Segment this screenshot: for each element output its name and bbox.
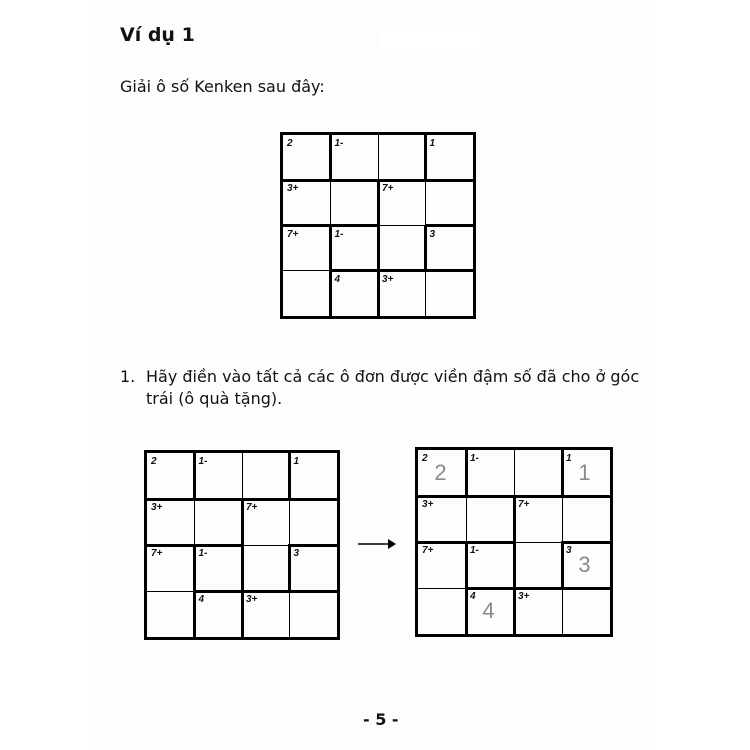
grid-cell [242, 453, 290, 499]
cell-border [289, 591, 290, 637]
puzzle-grid-after [415, 447, 613, 637]
cage-clue: 1- [470, 545, 479, 556]
redaction-box [380, 26, 480, 48]
cage-border [288, 544, 291, 592]
grid-cell [331, 180, 379, 225]
cage-border [425, 224, 475, 227]
cage-border [465, 449, 468, 497]
cage-clue: 3+ [246, 594, 258, 605]
cell-border [242, 545, 290, 546]
cage-clue: 3+ [382, 273, 394, 285]
cage-clue: 3 [566, 545, 572, 556]
cage-border [194, 544, 244, 547]
cell-border [514, 542, 562, 543]
cage-clue: 3+ [422, 499, 434, 510]
puzzle-grid-main [280, 132, 476, 319]
cage-border [330, 269, 380, 272]
intro-text: Giải ô số Kenken sau đây: [120, 77, 325, 96]
cage-clue: 7+ [422, 545, 434, 556]
cell-border [514, 450, 515, 496]
cell-border [378, 225, 426, 226]
cage-border [146, 498, 196, 501]
grid-cell [283, 271, 331, 316]
cage-border [561, 541, 611, 544]
cage-clue: 1 [293, 456, 300, 467]
gift-value: 1 [578, 460, 591, 486]
cage-clue: 3 [293, 548, 300, 559]
cage-clue: 2 [422, 453, 428, 464]
cage-border [329, 225, 332, 272]
cage-border [425, 269, 475, 272]
cage-clue: 2 [287, 138, 293, 149]
cage-border [561, 495, 611, 498]
grid-cell [514, 450, 562, 496]
cage-clue: 3+ [287, 183, 299, 195]
cage-border [241, 544, 244, 592]
gift-value: 2 [434, 460, 447, 486]
cage-border [561, 449, 564, 497]
cell-border [147, 591, 195, 592]
cage-border [377, 225, 380, 272]
cage-border [329, 270, 332, 317]
cell-border [562, 588, 563, 634]
cage-border [513, 495, 563, 498]
cage-border [424, 134, 427, 181]
cage-border [424, 225, 427, 272]
cell-border [289, 499, 290, 545]
cage-border [289, 498, 339, 501]
grid-cell [426, 271, 474, 316]
instruction-number: 1. [120, 367, 136, 386]
cell-border [242, 453, 243, 499]
cage-border [465, 541, 515, 544]
cage-border [289, 544, 339, 547]
cage-border [377, 179, 380, 226]
cage-clue: 7+ [246, 502, 258, 513]
cell-border [283, 270, 331, 271]
cell-border [425, 271, 426, 316]
cage-border [465, 587, 468, 635]
cell-border [194, 499, 195, 545]
cell-border [330, 180, 331, 225]
cage-clue: 1- [334, 228, 344, 240]
grid-cell [418, 588, 466, 634]
cage-clue: 1- [470, 453, 479, 464]
grid-cell [514, 542, 562, 588]
cage-border [513, 541, 516, 589]
cage-clue: 1- [334, 138, 344, 149]
cage-clue: 3+ [518, 591, 530, 602]
cage-border [513, 587, 563, 590]
cage-border [241, 590, 291, 593]
cage-clue: 7+ [518, 499, 530, 510]
grid-cell [290, 499, 338, 545]
cage-clue: 1- [198, 456, 208, 467]
cage-clue: 4 [198, 594, 205, 605]
cage-border [194, 498, 244, 501]
cage-border [561, 541, 564, 589]
grid-cell [466, 496, 514, 542]
cage-border [377, 269, 427, 272]
grid-cell [290, 591, 338, 637]
cage-clue: 7+ [287, 228, 299, 240]
cage-clue: 4 [334, 273, 341, 285]
grid-cell [147, 591, 195, 637]
cage-border [465, 495, 515, 498]
cage-clue: 7+ [151, 548, 163, 559]
example-heading: Ví dụ 1 [120, 24, 195, 46]
cage-clue: 3+ [151, 502, 163, 513]
cage-border [465, 541, 468, 589]
cage-border [241, 498, 244, 546]
cage-clue: 4 [470, 591, 476, 602]
grid-cell [562, 496, 610, 542]
cell-border [418, 588, 466, 589]
cell-border [562, 496, 563, 542]
arrow-right-icon [358, 538, 396, 550]
grid-cell [378, 135, 426, 180]
grid-cell [195, 499, 243, 545]
cage-border [465, 587, 515, 590]
gift-value: 4 [482, 598, 495, 624]
cage-border [330, 179, 380, 182]
cell-border [466, 496, 467, 542]
cage-border [193, 452, 196, 500]
grid-cell [426, 180, 474, 225]
cage-clue: 1- [198, 548, 208, 559]
cage-border [146, 544, 196, 547]
cage-border [193, 544, 196, 592]
cage-clue: 2 [151, 456, 157, 467]
grid-cell [242, 545, 290, 591]
cage-border [513, 587, 516, 635]
cage-clue: 3 [429, 228, 436, 240]
cage-clue: 7+ [382, 183, 394, 195]
cage-clue: 1 [429, 138, 436, 149]
cage-border [282, 224, 332, 227]
cage-border [417, 495, 467, 498]
page-number: - 5 - [363, 710, 399, 729]
cage-border [282, 179, 332, 182]
cage-border [377, 270, 380, 317]
cell-border [378, 135, 379, 180]
gift-value: 3 [578, 552, 591, 578]
cage-border [417, 541, 467, 544]
cage-border [329, 134, 332, 181]
cage-clue: 1 [566, 453, 572, 464]
cage-border [193, 590, 196, 638]
cage-border [561, 587, 611, 590]
cage-border [241, 498, 291, 501]
cell-border [425, 180, 426, 225]
cage-border [289, 590, 339, 593]
cage-border [194, 590, 244, 593]
puzzle-grid-before [144, 450, 340, 640]
grid-cell [378, 226, 426, 271]
cage-border [425, 179, 475, 182]
instruction-text: Hãy điền vào tất cả các ô đơn được viền đậm số đã cho ở góc trái (ô quà tặng). [146, 367, 640, 408]
grid-cell [562, 588, 610, 634]
cage-border [330, 224, 380, 227]
cage-border [241, 590, 244, 638]
cage-border [513, 495, 516, 543]
cage-border [288, 452, 291, 500]
cage-border [377, 179, 427, 182]
